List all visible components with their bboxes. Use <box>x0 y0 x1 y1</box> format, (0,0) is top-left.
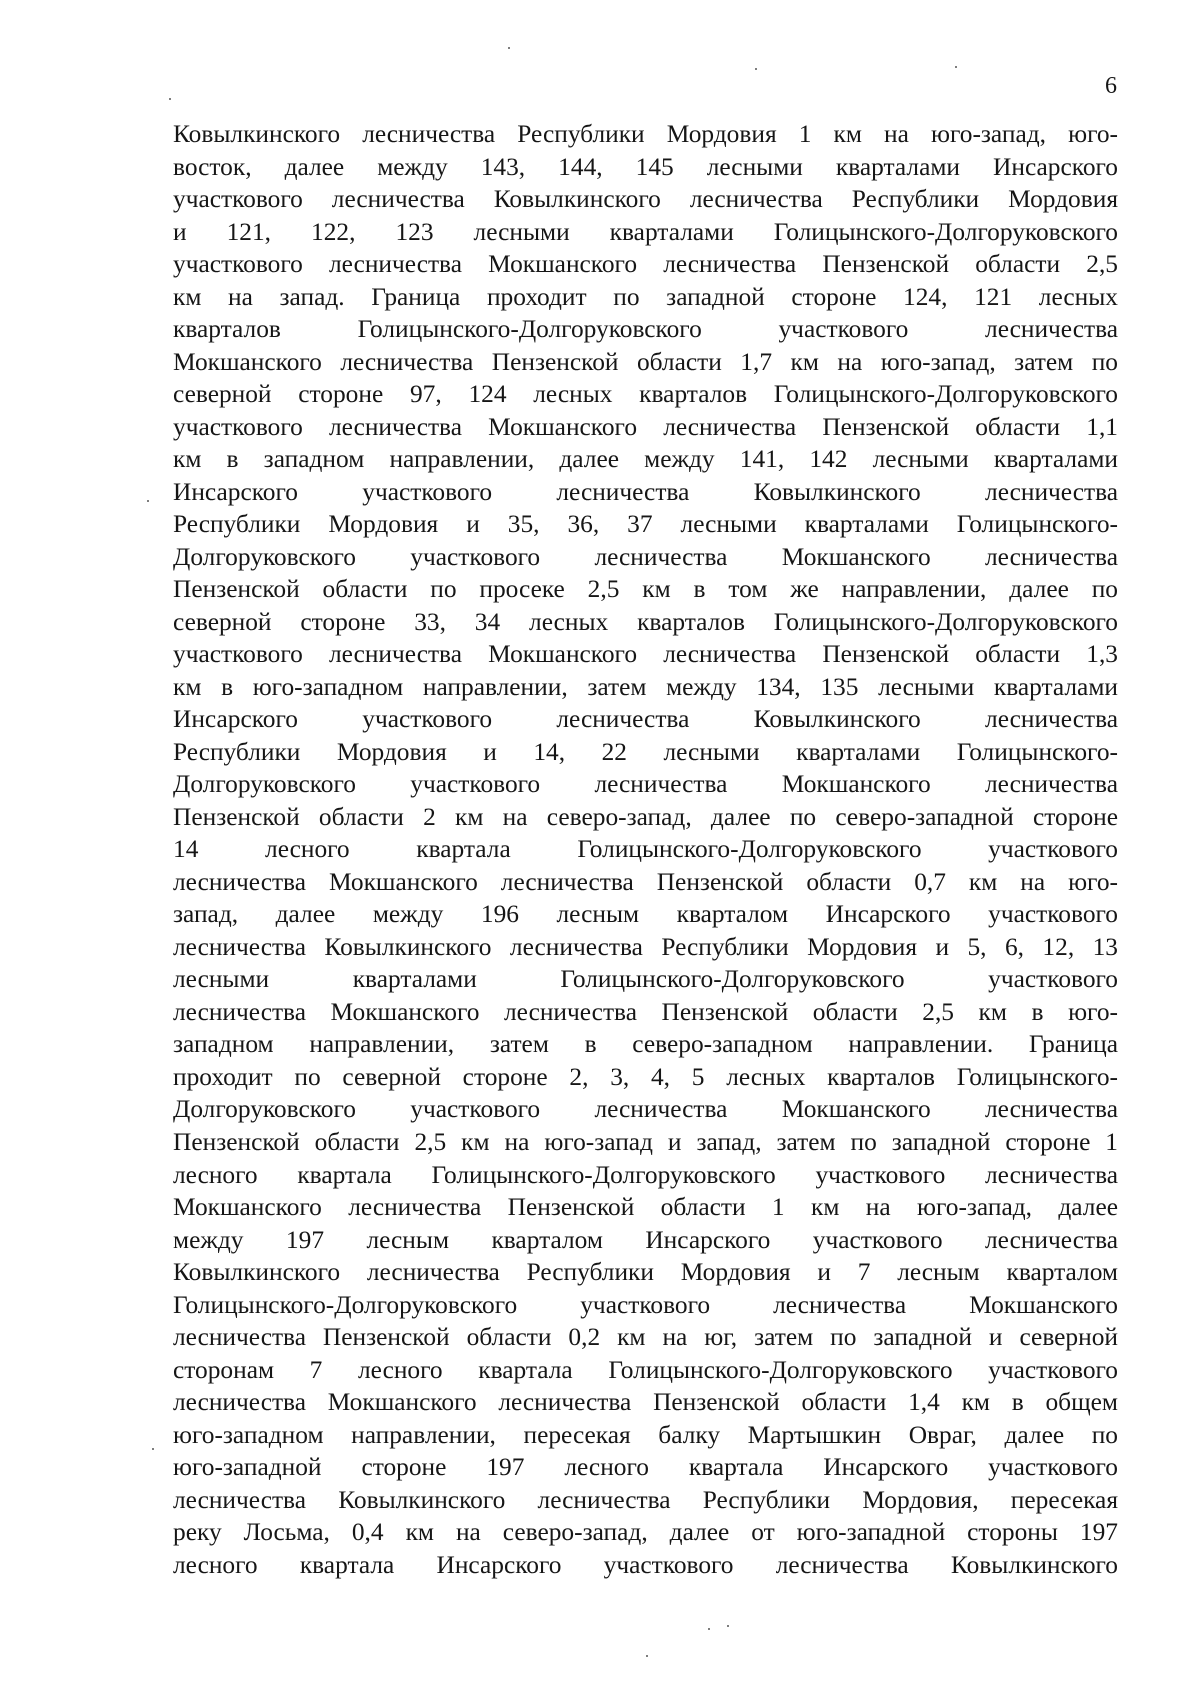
scan-speck <box>646 1655 648 1657</box>
text-line: Республики Мордовия и 14, 22 лесными кварталами Голицынского- <box>173 737 1118 766</box>
text-line: 14 лесного квартала Голицынского-Долгоруковского участкового <box>173 835 1118 864</box>
text-line: северной стороне 33, 34 лесных кварталов Голицынского-Долгоруковского <box>173 607 1118 636</box>
text-line: участкового лесничества Мокшанского лесничества Пензенской области 1,1 <box>173 412 1118 441</box>
text-line: Ковылкинского лесничества Республики Мордовия 1 км на юго-запад, юго- <box>173 120 1118 148</box>
text-line: Мокшанского лесничества Пензенской области 1,7 км на юго-запад, затем по <box>173 347 1118 376</box>
scan-speck <box>147 500 149 502</box>
text-line: Голицынского-Долгоруковского участкового лесничества Мокшанского <box>173 1290 1118 1319</box>
text-line: лесного квартала Инсарского участкового лесничества Ковылкинского <box>173 1550 1118 1579</box>
text-line: сторонам 7 лесного квартала Голицынского-Долгоруковского участкового <box>173 1355 1118 1384</box>
text-line: лесничества Ковылкинского лесничества Республики Мордовия, пересекая <box>173 1485 1118 1514</box>
text-line: кварталов Голицынского-Долгоруковского участкового лесничества <box>173 315 1118 344</box>
text-line: юго-западной стороне 197 лесного квартала Инсарского участкового <box>173 1453 1118 1482</box>
scan-speck <box>755 68 757 70</box>
body-text <box>173 118 1118 1581</box>
text-line: проходит по северной стороне 2, 3, 4, 5 лесных кварталов Голицынского- <box>173 1062 1118 1091</box>
text-line: Долгоруковского участкового лесничества Мокшанского лесничества <box>173 770 1118 799</box>
text-line: запад, далее между 196 лесным кварталом Инсарского участкового <box>173 900 1118 929</box>
text-line: участкового лесничества Мокшанского лесничества Пензенской области 2,5 <box>173 250 1118 279</box>
text-line: и 121, 122, 123 лесными кварталами Голицынского-Долгоруковского <box>173 217 1118 246</box>
text-line: Республики Мордовия и 35, 36, 37 лесными кварталами Голицынского- <box>173 510 1118 539</box>
text-line: участкового лесничества Ковылкинского лесничества Республики Мордовия <box>173 185 1118 214</box>
text-line: лесничества Ковылкинского лесничества Республики Мордовия и 5, 6, 12, 13 <box>173 932 1118 961</box>
text-line: км на запад. Граница проходит по западной стороне 124, 121 лесных <box>173 282 1118 311</box>
text-line: Ковылкинского лесничества Республики Мордовия и 7 лесным кварталом <box>173 1258 1118 1287</box>
text-line: Пензенской области 2,5 км на юго-запад и запад, затем по западной стороне 1 <box>173 1127 1118 1156</box>
text-line: лесничества Мокшанского лесничества Пензенской области 0,7 км на юго- <box>173 867 1118 896</box>
text-line: лесными кварталами Голицынского-Долгоруковского участкового <box>173 965 1118 994</box>
page-number: 6 <box>1105 73 1117 99</box>
scan-speck <box>727 1625 729 1627</box>
text-line: юго-западном направлении, пересекая балку Мартышкин Овраг, далее по <box>173 1420 1118 1449</box>
scan-speck <box>955 66 957 68</box>
text-line: Пензенской области 2 км на северо-запад, далее по северо-западной стороне <box>173 802 1118 831</box>
scan-speck <box>708 1628 710 1630</box>
text-line: Инсарского участкового лесничества Ковылкинского лесничества <box>173 705 1118 734</box>
text-line: Инсарского участкового лесничества Ковылкинского лесничества <box>173 477 1118 506</box>
text-line: между 197 лесным кварталом Инсарского участкового лесничества <box>173 1225 1118 1254</box>
text-line: лесничества Мокшанского лесничества Пензенской области 1,4 км в общем <box>173 1388 1118 1417</box>
text-line: лесного квартала Голицынского-Долгоруковского участкового лесничества <box>173 1160 1118 1189</box>
text-line: северной стороне 97, 124 лесных кварталов Голицынского-Долгоруковского <box>173 380 1118 409</box>
text-line: участкового лесничества Мокшанского лесничества Пензенской области 1,3 <box>173 640 1118 669</box>
text-line: лесничества Пензенской области 0,2 км на юг, затем по западной и северной <box>173 1323 1118 1352</box>
text-line: Пензенской области по просеке 2,5 км в том же направлении, далее по <box>173 575 1118 604</box>
text-line: км в юго-западном направлении, затем между 134, 135 лесными кварталами <box>173 672 1118 701</box>
text-line: реку Лосьма, 0,4 км на северо-запад, далее от юго-западной стороны 197 <box>173 1518 1118 1547</box>
scan-speck <box>152 1448 154 1450</box>
text-line: западном направлении, затем в северо-западном направлении. Граница <box>173 1030 1118 1059</box>
scan-speck <box>508 47 510 49</box>
text-line: лесничества Мокшанского лесничества Пензенской области 2,5 км в юго- <box>173 997 1118 1026</box>
text-line: восток, далее между 143, 144, 145 лесными кварталами Инсарского <box>173 152 1118 181</box>
scan-speck <box>169 98 171 100</box>
text-line: Мокшанского лесничества Пензенской области 1 км на юго-запад, далее <box>173 1193 1118 1222</box>
text-line: км в западном направлении, далее между 141, 142 лесными кварталами <box>173 445 1118 474</box>
text-line: Долгоруковского участкового лесничества Мокшанского лесничества <box>173 542 1118 571</box>
text-line: Долгоруковского участкового лесничества Мокшанского лесничества <box>173 1095 1118 1124</box>
